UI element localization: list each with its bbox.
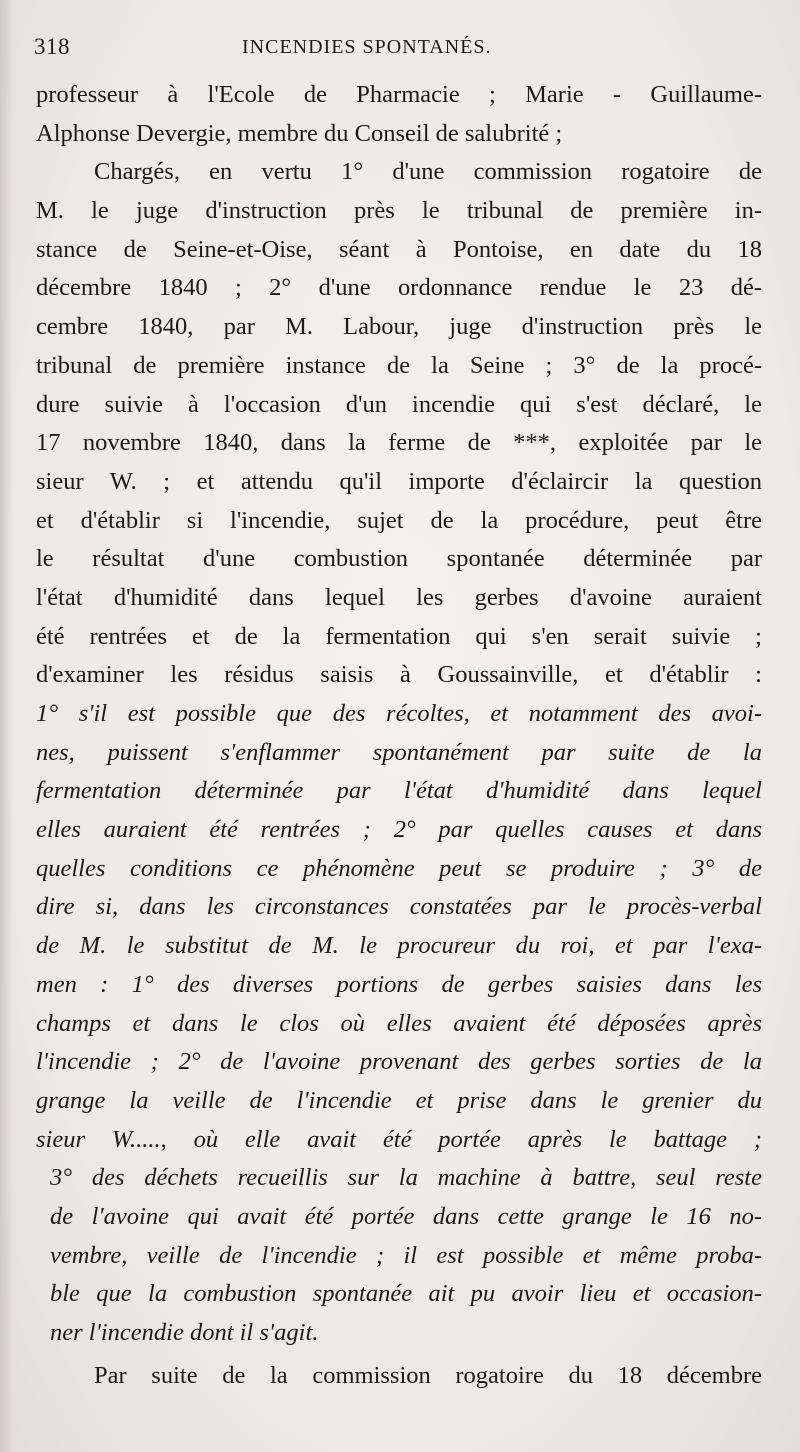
text-line: décembre 1840 ; 2° d'une ordonnance rendue le 23 dé- [36, 274, 762, 302]
text-line: Par suite de la commission rogatoire du 18 décembre [94, 1361, 762, 1389]
text-line: et d'établir si l'incendie, sujet de la procédure, peut être [36, 506, 762, 534]
text-line: quelles conditions ce phénomène peut se produire ; 3° de [36, 854, 762, 882]
page-number: 318 [34, 34, 70, 59]
text-line: 17 novembre 1840, dans la ferme de ***, exploitée par le [36, 429, 762, 457]
text-line: stance de Seine-et-Oise, séant à Pontoise, en date du 18 [36, 235, 762, 263]
running-head [30, 34, 770, 64]
text-line: champs et dans le clos où elles avaient été déposées après [36, 1009, 762, 1037]
text-line: elles auraient été rentrées ; 2° par quelles causes et dans [36, 816, 762, 844]
text-line: ner l'incendie dont il s'agit. [50, 1319, 319, 1346]
text-line: tribunal de première instance de la Seine ; 3° de la procé- [36, 351, 762, 379]
text-line: ble que la combustion spontanée ait pu avoir lieu et occasion- [50, 1280, 762, 1308]
text-line: 1° s'il est possible que des récoltes, et notamment des avoi- [36, 700, 762, 727]
text-line: dure suivie à l'occasion d'un incendie qui s'est déclaré, le [36, 390, 762, 418]
text-line: d'examiner les résidus saisis à Goussainville, et d'établir : [36, 661, 762, 689]
text-line: l'état d'humidité dans lequel les gerbes d'avoine auraient [36, 583, 762, 611]
page-gutter-shadow [0, 0, 14, 1452]
text-line: dire si, dans les circonstances constatées par le procès-verbal [36, 893, 762, 921]
text-line: fermentation déterminée par l'état d'humidité dans lequel [36, 777, 762, 805]
text-line: été rentrées et de la fermentation qui s'en serait suivie ; [36, 622, 762, 650]
text-line: sieur W....., où elle avait été portée après le battage ; [36, 1125, 762, 1153]
text-line: professeur à l'Ecole de Pharmacie ; Marie - Guillaume- [36, 81, 762, 108]
text-line: cembre 1840, par M. Labour, juge d'instruction près le [36, 313, 762, 341]
text-line: 3° des déchets recueillis sur la machine à battre, seul reste [50, 1164, 762, 1192]
text-line: Chargés, en vertu 1° d'une commission rogatoire de [94, 158, 762, 186]
text-line: sieur W. ; et attendu qu'il importe d'éclaircir la question [36, 467, 762, 495]
body-text [36, 76, 762, 1395]
text-line: l'incendie ; 2° de l'avoine provenant des gerbes sorties de la [36, 1048, 762, 1076]
text-line: grange la veille de l'incendie et prise dans le grenier du [36, 1086, 762, 1114]
text-line: nes, puissent s'enflammer spontanément par suite de la [36, 738, 762, 766]
text-line: Alphonse Devergie, membre du Conseil de salubrité ; [36, 119, 563, 147]
text-line: de M. le substitut de M. le procureur du roi, et par l'exa- [36, 932, 762, 960]
running-title: INCENDIES SPONTANÉS. [242, 36, 492, 58]
text-line: men : 1° des diverses portions de gerbes saisies dans les [36, 970, 762, 998]
text-line: vembre, veille de l'incendie ; il est possible et même proba- [50, 1241, 762, 1269]
text-line: M. le juge d'instruction près le tribunal de première in- [36, 197, 762, 225]
text-line: de l'avoine qui avait été portée dans cette grange le 16 no- [50, 1202, 762, 1230]
text-line: le résultat d'une combustion spontanée déterminée par [36, 545, 762, 573]
